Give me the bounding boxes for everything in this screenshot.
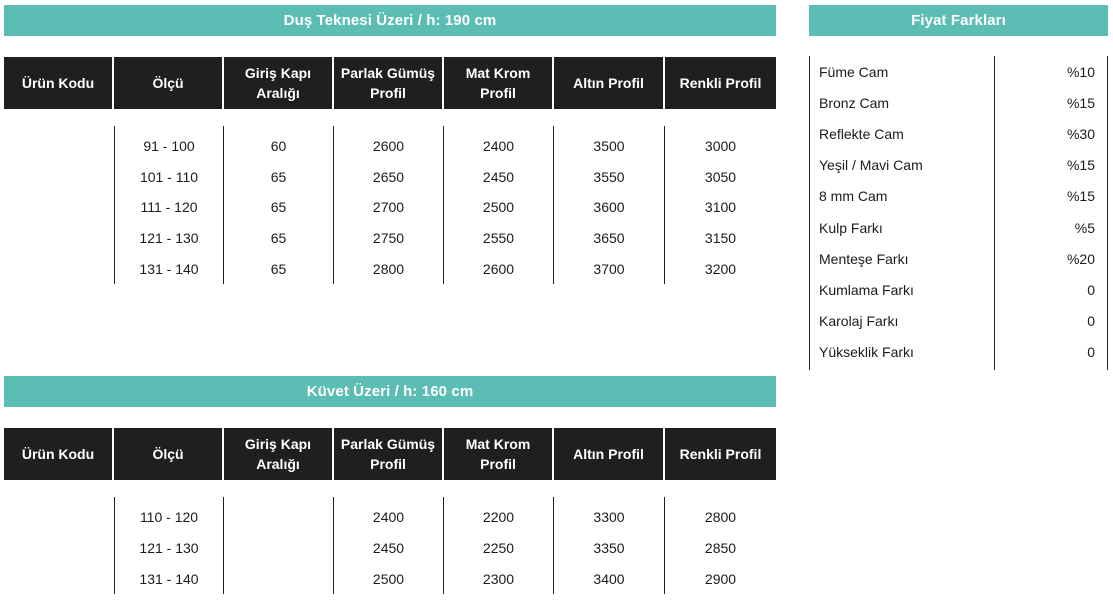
table-cell: 3350 <box>593 540 625 556</box>
table-cell <box>4 162 114 193</box>
header-chrome-profile: Mat Krom Profil <box>444 57 554 109</box>
table-cell: 3300 <box>593 509 625 526</box>
column-chrome-profile <box>444 497 554 594</box>
section2-table-body <box>4 497 776 594</box>
table-cell: 2650 <box>372 168 405 185</box>
header-chrome-profile: Mat Krom Profil <box>444 428 554 480</box>
price-diff-label: Menteşe Farkı <box>819 250 909 267</box>
table-cell: 2550 <box>482 230 515 247</box>
table-cell: 2450 <box>482 168 515 185</box>
table-cell: 2500 <box>372 570 405 587</box>
price-diff-value: %30 <box>1066 125 1095 142</box>
section1-header-row <box>4 57 776 109</box>
price-diff-label: Reflekte Cam <box>819 125 904 142</box>
table-cell: 3700 <box>593 260 625 277</box>
header-size: Ölçü <box>114 57 224 109</box>
table-cell: 65 <box>270 199 287 216</box>
header-silver-profile: Parlak Gümüş Profil <box>334 57 444 109</box>
table-cell: 111 - 120 <box>140 199 198 216</box>
section2-header-row <box>4 428 776 480</box>
header-gold-profile: Altın Profil <box>554 428 665 480</box>
price-diff-label: Kulp Farkı <box>819 219 883 236</box>
table-cell: 2250 <box>482 540 515 556</box>
column-silver-profile <box>334 497 444 594</box>
table-cell: 3500 <box>593 138 625 155</box>
table-cell <box>224 502 333 533</box>
header-product-code: Ürün Kodu <box>4 428 114 480</box>
header-colored-profile: Renkli Profil <box>679 446 762 462</box>
table-cell <box>4 563 114 594</box>
column-size <box>114 497 224 594</box>
table-cell: 121 - 130 <box>139 540 199 556</box>
table-cell: 2850 <box>704 540 737 556</box>
price-diff-value: 0 <box>1087 313 1095 330</box>
price-diff-values <box>995 56 1108 370</box>
table-cell: 121 - 130 <box>139 230 199 247</box>
header-door-gap: Giriş Kapı Aralığı <box>224 428 334 480</box>
column-size <box>114 126 224 284</box>
table-cell: 65 <box>270 168 287 185</box>
table-cell: 65 <box>270 230 287 247</box>
price-diff-value: %20 <box>1066 250 1095 267</box>
table-cell: 3100 <box>704 199 737 216</box>
column-gold-profile <box>554 497 665 594</box>
table-cell: 3000 <box>704 138 737 155</box>
table-cell: 60 <box>270 138 287 155</box>
column-door-gap <box>224 126 334 284</box>
table-cell: 3150 <box>704 230 737 247</box>
table-cell: 2700 <box>372 199 405 216</box>
table-cell <box>4 192 114 223</box>
column-gold-profile <box>554 126 665 284</box>
table-cell <box>4 253 114 284</box>
price-diff-label: Karolaj Farkı <box>819 313 899 330</box>
price-diff-label: Yeşil / Mavi Cam <box>819 157 923 174</box>
table-cell <box>4 131 114 162</box>
table-cell: 65 <box>270 260 287 277</box>
header-gold-profile: Altın Profil <box>554 57 665 109</box>
price-diff-label: Yükseklik Farkı <box>819 344 914 361</box>
column-door-gap <box>224 497 334 594</box>
table-cell: 3200 <box>704 260 737 277</box>
table-cell: 2300 <box>482 570 515 587</box>
table-cell: 2400 <box>482 138 515 155</box>
price-diff-value: %5 <box>1074 219 1095 236</box>
column-colored-profile <box>665 497 776 594</box>
price-diff-title: Fiyat Farkları <box>809 5 1108 36</box>
header-product-code: Ürün Kodu <box>4 57 114 109</box>
column-product-code <box>4 497 114 594</box>
table-cell: 2200 <box>482 509 515 526</box>
table-cell: 2500 <box>482 199 515 216</box>
table-cell: 2800 <box>372 260 405 277</box>
table-cell: 3600 <box>593 199 625 216</box>
price-diff-label: Bronz Cam <box>819 94 890 111</box>
section1-title: Duş Teknesi Üzeri / h: 190 cm <box>4 5 776 36</box>
header-colored-profile: Renkli Profil <box>679 75 762 91</box>
column-colored-profile <box>665 126 776 284</box>
price-diff-value: %15 <box>1066 94 1095 111</box>
table-cell: 3650 <box>593 230 625 247</box>
table-cell: 91 - 100 <box>143 138 195 155</box>
price-diff-value: 0 <box>1087 344 1095 361</box>
price-diff-value: %15 <box>1066 188 1095 205</box>
table-cell: 2750 <box>372 230 405 247</box>
table-cell: 2400 <box>372 509 405 526</box>
table-cell: 3400 <box>593 570 625 587</box>
column-silver-profile <box>334 126 444 284</box>
header-silver-profile: Parlak Gümüş Profil <box>334 428 444 480</box>
table-cell: 101 - 110 <box>139 168 199 185</box>
table-cell: 131 - 140 <box>139 260 199 277</box>
section1-table-body <box>4 126 776 284</box>
price-diff-label: 8 mm Cam <box>819 188 888 205</box>
table-cell <box>224 563 333 594</box>
table-cell <box>4 223 114 254</box>
table-cell: 2800 <box>704 509 737 526</box>
table-cell <box>4 533 114 564</box>
price-diff-labels <box>809 56 995 370</box>
section2-title: Küvet Üzeri / h: 160 cm <box>4 376 776 407</box>
table-cell <box>4 502 114 533</box>
table-cell: 2900 <box>704 570 737 587</box>
table-cell: 3550 <box>593 168 625 185</box>
header-door-gap: Giriş Kapı Aralığı <box>224 57 334 109</box>
price-diff-value: %10 <box>1066 63 1095 80</box>
column-product-code <box>4 126 114 284</box>
header-size: Ölçü <box>114 428 224 480</box>
price-diff-table <box>809 56 1108 370</box>
table-cell: 2450 <box>372 540 405 556</box>
table-cell <box>224 533 333 564</box>
price-diff-label: Füme Cam <box>819 63 889 80</box>
price-diff-label: Kumlama Farkı <box>819 281 914 298</box>
column-chrome-profile <box>444 126 554 284</box>
price-diff-value: %15 <box>1066 157 1095 174</box>
table-cell: 131 - 140 <box>139 570 199 587</box>
price-diff-value: 0 <box>1087 281 1095 298</box>
table-cell: 110 - 120 <box>139 509 199 526</box>
table-cell: 2600 <box>482 260 515 277</box>
table-cell: 2600 <box>372 138 405 155</box>
table-cell: 3050 <box>704 168 737 185</box>
